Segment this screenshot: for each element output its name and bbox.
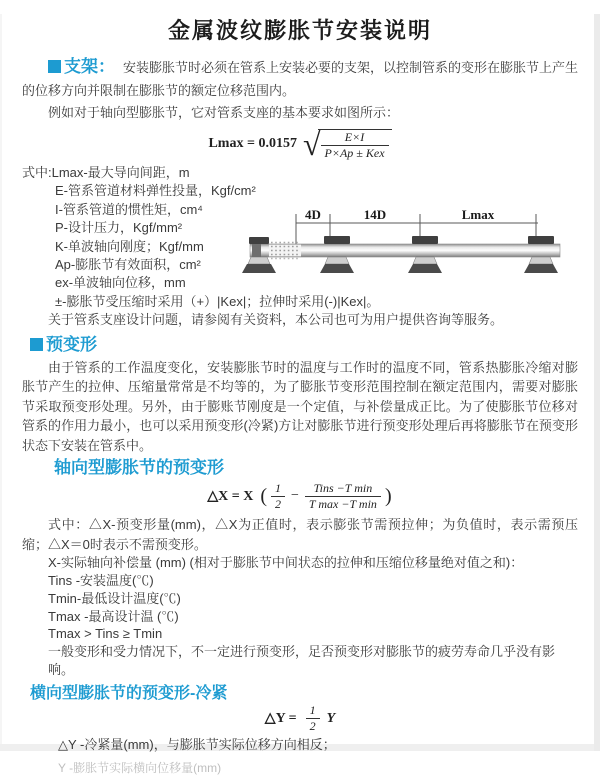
dimension-label-4d: 4D (305, 207, 321, 222)
definition-item: E-管系管道材料弹性投量，Kgf/cm² (55, 183, 256, 199)
parameter-line: X-实际轴向补偿量 (mm) (相对于膨胀节中间状态的拉伸和压缩位移量绝对值之和)： (48, 555, 524, 571)
axial-formula-lhs: △X = X (207, 488, 254, 504)
clipped-bottom-text: Y -膨胀节实际横向位移量(mm) (58, 760, 222, 775)
axial-explain-text: 式中：△X-预变形量(mm)，△X为正值时，表示膨张节需预拉伸；为负值时，表示需预压缩；△X＝0时表示不需预变形。 (22, 517, 578, 552)
lmax-formula-denominator: P×Ap ± Kex (324, 145, 385, 160)
support-section-label: 支架： (64, 57, 115, 76)
lateral-predeform-formula (22, 704, 578, 734)
parameter-line: 一般变形和受力情况下，不一定进行预变形，足否预变形对膨胀节的疲劳寿命几乎没有影响。 (48, 644, 556, 677)
parameter-line: Tmax -最高设计温 (℃) (48, 608, 179, 624)
one-half-fraction (306, 704, 320, 733)
bellows-icon (269, 243, 301, 259)
temperature-numerator: Tins −T min (305, 482, 381, 497)
half-numerator: 1 (271, 482, 285, 497)
lmax-formula-lhs: Lmax = 0.0157 (208, 136, 297, 151)
page-title: 金属波纹膨胀节安装说明 (167, 18, 432, 43)
parameter-line: Tmin-最低设计温度(℃) (48, 590, 181, 606)
pipe-support-drawing (248, 206, 596, 308)
one-half-fraction (271, 482, 285, 511)
definition-item: ex-单波轴向位移，mm (55, 275, 186, 291)
temperature-fraction (305, 482, 381, 511)
close-paren: ) (384, 484, 392, 507)
lmax-formula-fraction (318, 129, 392, 160)
half-numerator: 1 (306, 704, 320, 719)
lateral-formula-lhs: △Y = (264, 711, 297, 727)
lateral-formula-rhs: Y (326, 710, 336, 726)
support-spacing-diagram (248, 206, 596, 308)
half-denominator: 2 (309, 719, 316, 734)
dimension-labels (304, 207, 499, 222)
lateral-note-text: △Y -冷紧量(mm)，与膨胀节实际位移方向相反； (58, 736, 336, 752)
dimension-label-14d: 14D (363, 207, 387, 222)
support-intro-text: 安装膨胀节时必须在管系上安装必要的支架，以控制管系的变形在膨胀节上产生的位移方向并限制在膨胀节的额定位移范围内。 (22, 60, 579, 98)
lmax-formula (22, 128, 578, 160)
half-denominator: 2 (275, 496, 282, 511)
lmax-formula-numerator: E×I (321, 131, 389, 146)
definition-item: I-管系管道的惯性矩，cm⁴ (55, 201, 203, 217)
section-marker-icon (30, 338, 43, 351)
definition-item: P-设计压力，Kgf/mm² (55, 220, 183, 236)
support-example-text: 例如对于轴向型膨胀节，它对管系支座的基本要求如图所示： (48, 105, 400, 120)
predeform-section-heading (22, 334, 578, 356)
parameter-line: Tins -安装温度(℃) (48, 572, 154, 588)
parameter-line: Tmax > Tins ≥ Tmin (48, 626, 163, 642)
temperature-denominator: T max −T min (308, 496, 377, 511)
open-paren: ( (260, 484, 268, 507)
minus-operator: − (291, 488, 299, 504)
definition-item: ±-膨胀节受压缩时采用（+）|Kex|；拉伸时采用(-)|Kex|。 (55, 293, 380, 309)
definition-item: Ap-膨胀节有效面积，cm² (55, 257, 201, 273)
predeform-body-paragraph: 由于管系的工作温度变化，安装膨胀节时的温度与工作时的温度不同，管系热膨胀冷缩对膨胀节产生的拉伸、压缩量常常是不均等的，为了膨胀节变形范围控制在额定范围内，需要对膨胀节采取预变形处理。另外，由于膨账节刚度是一个定值，与补偿量成正比。为了使膨胀节位移对管系的作用力最小，也可以采用预变形(冷紧)方让对膨胀节进行预变形处理后再将膨胀节在预变形状态下安装在管系中。 (22, 359, 578, 453)
radical-sign-icon: √ (302, 126, 321, 162)
definition-item: K-单波轴向刚度；Kgf/mm (55, 238, 204, 254)
lateral-predeform-heading: 横向型膨胀节的预变形-冷紧 (30, 684, 228, 702)
section-marker-icon (48, 60, 61, 73)
predeform-section-label: 预变形 (46, 334, 97, 354)
document-page (0, 14, 600, 775)
axial-parameter-lines (22, 554, 578, 679)
axial-predeform-formula (22, 479, 578, 513)
document-content (0, 14, 600, 775)
axial-predeform-heading: 轴向型膨胀节的预变形 (54, 458, 224, 478)
support-intro-paragraph (22, 55, 578, 102)
dimension-label-lmax: Lmax (461, 207, 495, 222)
definition-lead: 式中:Lmax-最大导向间距，m (22, 165, 190, 180)
support-note-text: 关于管系支座设计问题，请参阅有关资料，本公司也可为用户提供咨询等服务。 (48, 312, 504, 328)
